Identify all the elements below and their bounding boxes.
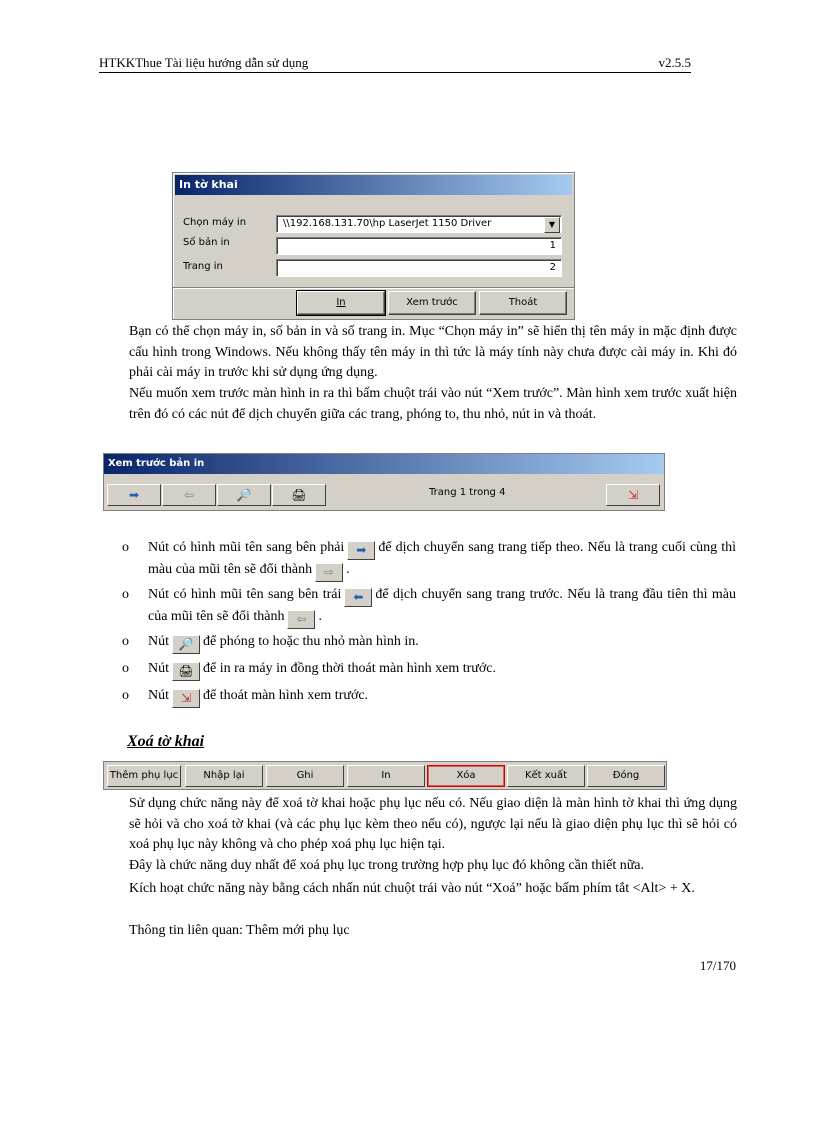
pages-input[interactable] <box>276 259 562 277</box>
print-dialog-body <box>177 207 570 281</box>
exit-button[interactable]: Thoát <box>479 291 567 315</box>
printer-label: Chọn máy in <box>183 217 247 228</box>
prev-page-button[interactable] <box>162 484 216 506</box>
preview-window <box>103 453 665 511</box>
print-preview-button[interactable] <box>272 484 326 506</box>
chevron-down-icon[interactable]: ▼ <box>544 217 560 233</box>
printer-value: \\192.168.131.70\hp LaserJet 1150 Driver <box>283 218 492 229</box>
copies-value: 1 <box>549 240 556 251</box>
reenter-button[interactable]: Nhập lại <box>185 765 263 787</box>
print-dialog-title: In tờ khai <box>175 175 572 195</box>
section-heading: Xoá tờ khai <box>127 733 205 750</box>
bullet-next: Nút có hình mũi tên sang bên phải ➡ để dịch chuyển sang trang tiếp theo. Nếu là trang cuối cùng thì màu của mũi tên sẽ đổi thành ⇨ . <box>148 538 736 582</box>
print-button[interactable]: In <box>297 291 385 315</box>
pages-label: Trang in <box>183 261 223 272</box>
bullet-zoom: Nút 🔎 để phóng to hoặc thu nhỏ màn hình in. <box>148 632 736 654</box>
printer-icon: 🖨 <box>172 662 200 681</box>
exit-icon: ⇲ <box>627 488 639 502</box>
copies-input[interactable] <box>276 237 562 255</box>
copies-label: Số bản in <box>183 237 230 248</box>
bullet-marker: o <box>122 587 129 602</box>
printer-select[interactable] <box>276 215 562 233</box>
page-number: 17/170 <box>699 958 736 973</box>
zoom-icon: 🔎 <box>172 635 200 654</box>
arrow-right-icon: ➡ <box>128 488 140 502</box>
exit-preview-button[interactable] <box>606 484 660 506</box>
bullet-marker: o <box>122 688 129 703</box>
bullet-print: Nút 🖨 để in ra máy in đồng thời thoát màn hình xem trước. <box>148 659 736 681</box>
arrow-left-disabled-icon: ⇦ <box>287 610 315 629</box>
print-button[interactable]: In <box>347 765 425 787</box>
dialog-divider <box>173 287 574 289</box>
export-button[interactable]: Kết xuất <box>507 765 585 787</box>
delete-button[interactable]: Xóa <box>427 765 505 787</box>
bullet-marker: o <box>122 661 129 676</box>
bullet-exit: Nút ⇲ để thoát màn hình xem trước. <box>148 686 736 708</box>
exit-icon: ⇲ <box>172 689 200 708</box>
function-toolbar <box>103 761 667 790</box>
page-info: Trang 1 trong 4 <box>429 487 506 498</box>
print-dialog <box>172 172 575 320</box>
bullet-marker: o <box>122 634 129 649</box>
arrow-right-disabled-icon: ⇨ <box>315 563 343 582</box>
preview-button[interactable]: Xem trước <box>388 291 476 315</box>
page-header <box>99 56 691 73</box>
preview-window-title: Xem trước bản in <box>104 454 664 474</box>
paragraph-print-options: Bạn có thể chọn máy in, số bản in và số trang in. Mục “Chọn máy in” sẽ hiển thị tên máy in mặc định được cấu hình trong Windows. Nếu không thấy tên máy in thì tức là máy tính này chưa được cài máy in. Khi đó phải cài máy in trước khi sử dụng ứng dụng. <box>129 324 737 380</box>
arrow-left-icon: ⬅ <box>344 588 372 607</box>
zoom-icon: 🔎 <box>236 488 252 502</box>
arrow-right-icon: ➡ <box>347 541 375 560</box>
paragraph-shortcut: Kích hoạt chức năng này bằng cách nhấn nút chuột trái vào nút “Xoá” hoặc bấm phím tắt <Alt> + X. <box>129 881 695 896</box>
printer-icon: 🖨 <box>291 488 307 502</box>
next-page-button[interactable] <box>107 484 161 506</box>
add-appendix-button[interactable]: Thêm phụ lục <box>107 765 181 787</box>
paragraph-preview: Nếu muốn xem trước màn hình in ra thì bấm chuột trái vào nút “Xem trước”. Màn hình xem trước xuất hiện trên đó có các nút để dịch chuyển giữa các trang, phóng to, thu nhỏ, nút in và thoát. <box>129 386 737 422</box>
bullet-marker: o <box>122 540 129 555</box>
bullet-prev: Nút có hình mũi tên sang bên trái ⬅ để dịch chuyển sang trang trước. Nếu là trang đầu tiên thì màu của mũi tên sẽ đổi thành ⇦ . <box>148 585 736 629</box>
paragraph-only-function: Đây là chức năng duy nhất để xoá phụ lục trong trường hợp phụ lục đó không cần thiết nữa. <box>129 858 645 873</box>
paragraph-delete: Sử dụng chức năng này để xoá tờ khai hoặc phụ lục nếu có. Nếu giao diện là màn hình tờ khai thì ứng dụng sẽ hỏi và cho xoá tờ khai (và các phụ lục kèm theo nếu có), ngược lại nếu là giao diện phụ lục thì sẽ hỏi có xoá phụ lục này không và cho phép xoá phụ lục hiện tại. <box>129 796 737 852</box>
close-button[interactable]: Đóng <box>587 765 665 787</box>
save-button[interactable]: Ghi <box>266 765 344 787</box>
pages-value: 2 <box>549 262 556 273</box>
arrow-left-icon: ⇦ <box>183 488 195 502</box>
zoom-button[interactable] <box>217 484 271 506</box>
header-version: v2.5.5 <box>658 55 691 70</box>
header-title: HTKKThue Tài liệu hướng dẫn sử dụng <box>99 55 309 70</box>
paragraph-related: Thông tin liên quan: Thêm mới phụ lục <box>129 923 350 938</box>
